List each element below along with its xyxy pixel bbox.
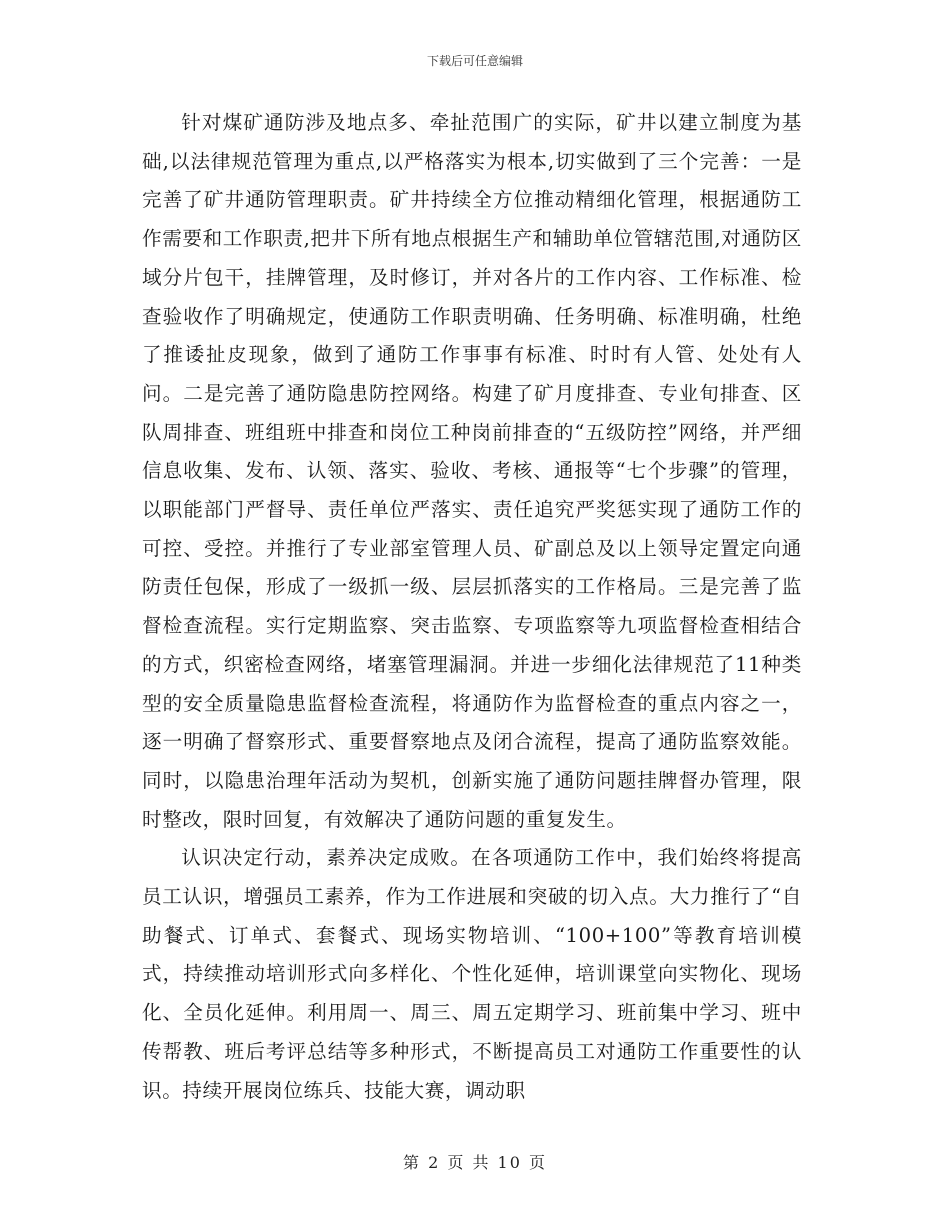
paragraph-1: 针对煤矿通防涉及地点多、牵扯范围广的实际，矿井以建立制度为基础,以法律规范管理为重点,以严格落实为根本,切实做到了三个完善：一是完善了矿井通防管理职责。矿井持续全方位推动精细化管理，根据通防工作需要和工作职责,把井下所有地点根据生产和辅助单位管辖范围,对通防区域分片包干，挂牌管理，及时修订，并对各片的工作内容、工作标准、检查验收作了明确规定，使通防工作职责明确、任务明确、标准明确，杜绝了推诿扯皮现象，做到了通防工作事事有标准、时时有人管、处处有人问。二是完善了通防隐患防控网络。构建了矿月度排查、专业旬排查、区队周排查、班组班中排查和岗位工种岗前排查的“五级防控”网络，并严细信息收集、发布、认领、落实、验收、考核、通报等“七个步骤”的管理，以职能部门严督导、责任单位严落实、责任追究严奖惩实现了通防工作的可控、受控。并推行了专业部室管理人员、矿副总及以上领导定置定向通防责任包保，形成了一级抓一级、层层抓落实的工作格局。三是完善了监督检查流程。实行定期监察、突击监察、专项监察等九项监督检查相结合的方式，织密检查网络，堵塞管理漏洞。并进一步细化法律规范了11种类型的安全质量隐患监督检查流程，将通防作为监督检查的重点内容之一，逐一明确了督察形式、重要督察地点及闭合流程，提高了通防监察效能。同时，以隐患治理年活动为契机，创新实施了通防问题挂牌督办管理，限时整改，限时回复，有效解决了通防问题的重复发生。 (142, 111, 802, 831)
page-header: 下载后可任意编辑 (426, 54, 523, 68)
paragraph-2: 认识决定行动，素养决定成败。在各项通防工作中，我们始终将提高员工认识，增强员工素养，作为工作进展和突破的切入点。大力推行了“自助餐式、订单式、套餐式、现场实物培训、“100+100”等教育培训模式，持续推动培训形式向多样化、个性化延伸，培训课堂向实物化、现场化、全员化延伸。利用周一、周三、周五定期学习、班前集中学习、班中传帮教、班后考评总结等多种形式，不断提高员工对通防工作重要性的认识。持续开展岗位练兵、技能大赛，调动职 (142, 846, 802, 1102)
body-text (142, 104, 802, 1110)
page-footer: 第 2 页 共 10 页 (403, 1153, 547, 1172)
